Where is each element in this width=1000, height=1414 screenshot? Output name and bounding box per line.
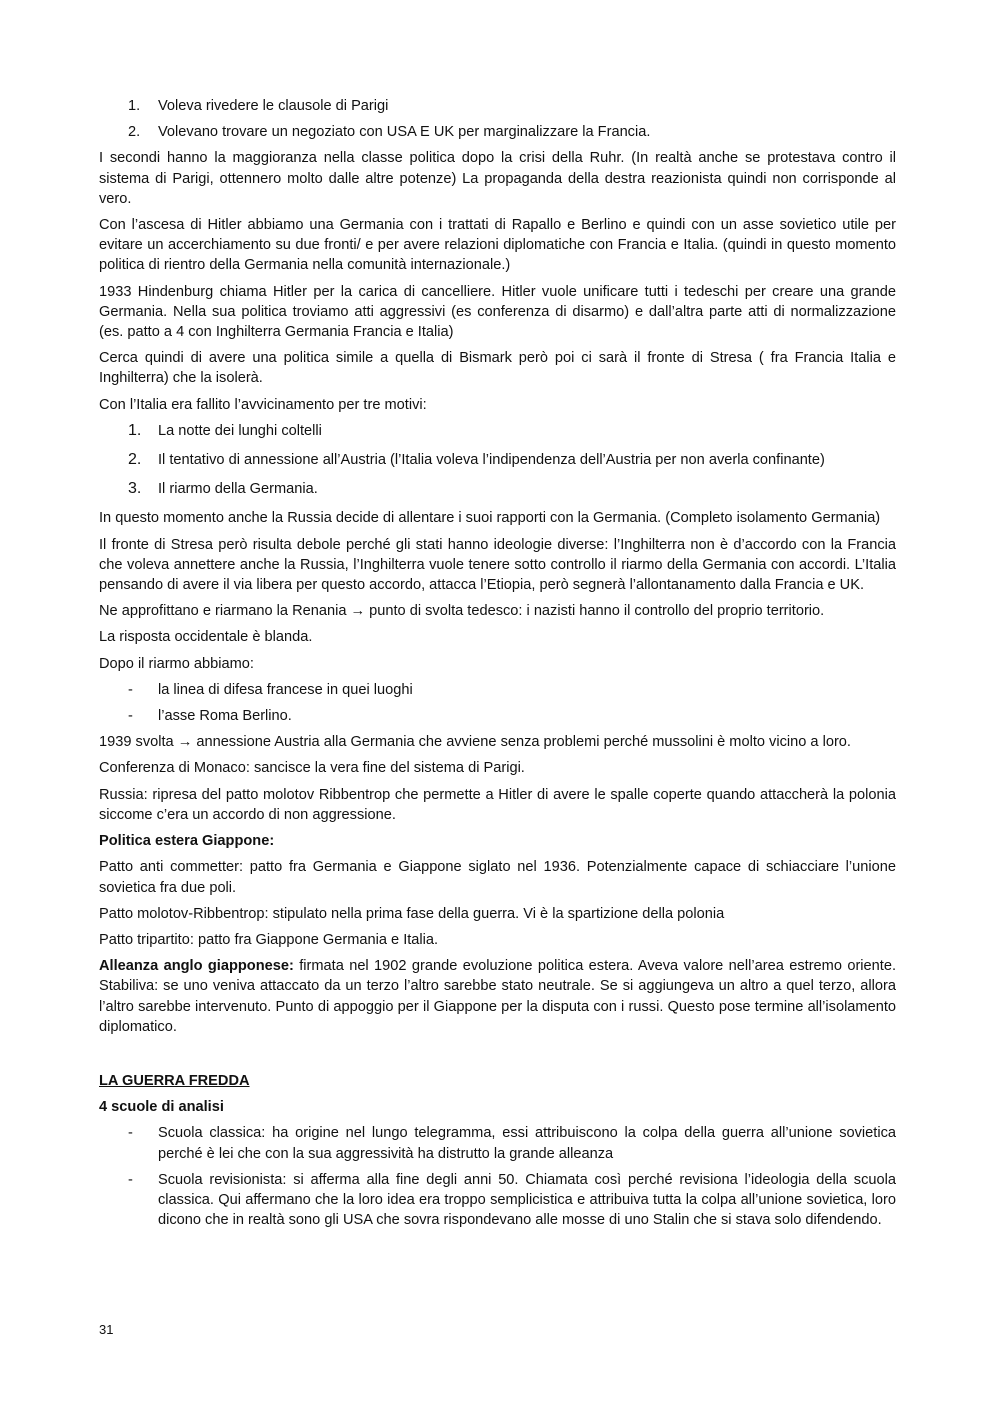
list-item (99, 1123, 896, 1163)
paragraph: Dopo il riarmo abbiamo: (99, 655, 254, 672)
paragraph: 1933 Hindenburg chiama Hitler per la carica di cancelliere. Hitler vuole unificare tutti i tedeschi per creare una grande Germania. Nella sua politica troviamo atti aggressivi (es conferenza di disarmo) e dall’altra parte atti di normalizzazione (es. patto a 4 con Inghilterra Germania Francia e Italia) (99, 283, 896, 341)
paragraph: Con l’Italia era fallito l’avvicinamento per tre motivi: (99, 396, 427, 413)
numbered-list-parigi (99, 96, 896, 142)
paragraph: Con l’ascesa di Hitler abbiamo una Germania con i trattati di Rapallo e Berlino e quindi con un asse sovietico utile per evitare un accerchiamento su due fronti/ e per avere relazioni diplomatiche con Francia e Italia. (quindi in questo momento politica di rientro della Germania nella comunità internazionale.) (99, 217, 896, 274)
list-marker: 2. (128, 124, 141, 141)
list-marker: - (128, 1125, 133, 1142)
list-item (99, 680, 896, 700)
paragraph: 1939 svolta → annessione Austria alla Germania che avviene senza problemi perché mussolini è molto vicino a loro. (99, 734, 851, 751)
paragraph: La risposta occidentale è blanda. (99, 629, 313, 646)
paragraph: Conferenza di Monaco: sancisce la vera fine del sistema di Parigi. (99, 760, 525, 777)
list-item (99, 479, 896, 499)
list-marker: 1. (128, 421, 142, 439)
bold-term: Alleanza anglo giapponese: (99, 958, 294, 975)
list-item-text: Voleva rivedere le clausole di Parigi (158, 98, 389, 114)
dash-list-schools (99, 1123, 896, 1230)
list-item (99, 706, 896, 726)
paragraph: Patto tripartito: patto fra Giappone Germania e Italia. (99, 931, 439, 948)
list-marker: - (128, 1171, 133, 1188)
list-item (99, 96, 896, 116)
list-marker: 2. (128, 451, 142, 469)
section-heading: Politica estera Giappone: (99, 833, 275, 850)
list-item (99, 450, 896, 470)
list-item-text: Scuola classica: ha origine nel lungo telegramma, essi attribuiscono la colpa della guerra all’unione sovietica perché è lei che con la sua aggressività ha distrutto la grande alleanza (158, 1125, 896, 1162)
dash-list-riarmo (99, 680, 896, 726)
list-item-text: La notte dei lunghi coltelli (158, 422, 322, 439)
numbered-list-motivi (99, 421, 896, 500)
paragraph: Patto molotov-Ribbentrop: stipulato nella prima fase della guerra. Vi è la spartizione della polonia (99, 905, 725, 922)
paragraph: Patto anti commetter: patto fra Germania e Giappone siglato nel 1936. Potenzialmente capace di schiacciare l’unione sovietica fra due poli. (99, 859, 896, 896)
paragraph-text: firmata nel 1902 grande evoluzione politica estera. Aveva valore nell’area estremo oriente. Stabiliva: se uno veniva attaccato da un terzo l’altro sarebbe stato neutrale. Se si aggiungeva un altro a quel terzo, allora l’altro sarebbe intervenuto. Punto di appoggio per il Giappone per la disputa con i russi. Questo pose termine all’isolamento diplomatico. (99, 958, 896, 1035)
paragraph (99, 956, 896, 1037)
list-marker: 1. (128, 98, 141, 114)
list-item-text: la linea di difesa francese in quei luoghi (158, 681, 413, 698)
list-item-text: Scuola revisionista: si afferma alla fine degli anni 50. Chiamata così perché revisiona l’ideologia della scuola classica. Qui affermano che la loro idea era troppo semplicistica e attribuiva tutta la colpa all’unione sovietica, loro dicono che in realtà sono gli USA che sovra rispondevano alle mosse di uno Stalin che si stava solo difendendo. (158, 1171, 896, 1229)
list-item (99, 122, 896, 142)
list-marker: 3. (128, 480, 142, 498)
list-marker: - (128, 681, 133, 698)
page-number: 31 (99, 1322, 114, 1337)
paragraph: I secondi hanno la maggioranza nella classe politica dopo la crisi della Ruhr. (In realtà anche se protestava contro il sistema di Parigi, ottennero molto dalle altre potenze) La propaganda della destra reazionista quindi non corrisponde al vero. (99, 150, 896, 207)
list-item-text: Volevano trovare un negoziato con USA E UK per marginalizzare la Francia. (158, 124, 651, 141)
list-item (99, 421, 896, 441)
paragraph: In questo momento anche la Russia decide di allentare i suoi rapporti con la Germania. (Completo isolamento Germania) (99, 510, 881, 527)
list-item-text: Il riarmo della Germania. (158, 481, 318, 498)
paragraph: Il fronte di Stresa però risulta debole perché gli stati hanno ideologie diverse: l’Inghilterra non è d’accordo con la Francia che voleva annettere anche la Russia, l’Inghilterra vuole tenere sotto controllo il riarmo della Germania con accordi. L’Italia pensando di avere il via libera per questo accordo, attacca l’Etiopia, però segnerà l’allontanamento dalla Francia e UK. (99, 536, 896, 594)
paragraph: Ne approfittano e riarmano la Renania → punto di svolta tedesco: i nazisti hanno il controllo del proprio territorio. (99, 603, 825, 620)
spacer (99, 1043, 896, 1071)
paragraph: Russia: ripresa del patto molotov Ribbentrop che permette a Hitler di avere le spalle coperte quando attaccherà la polonia siccome c’era un accordo di non aggressione. (99, 786, 896, 823)
list-item (99, 1170, 896, 1231)
chapter-heading: LA GUERRA FREDDA (99, 1072, 250, 1089)
section-heading: 4 scuole di analisi (99, 1099, 224, 1116)
document-page (99, 96, 896, 1236)
list-item-text: Il tentativo di annessione all’Austria (l’Italia voleva l’indipendenza dell’Austria per non averla confinante) (158, 452, 825, 469)
list-marker: - (128, 708, 133, 725)
paragraph: Cerca quindi di avere una politica simile a quella di Bismark però poi ci sarà il fronte di Stresa ( fra Francia Italia e Inghilterra) che la isolerà. (99, 350, 896, 387)
list-item-text: l’asse Roma Berlino. (158, 708, 292, 725)
